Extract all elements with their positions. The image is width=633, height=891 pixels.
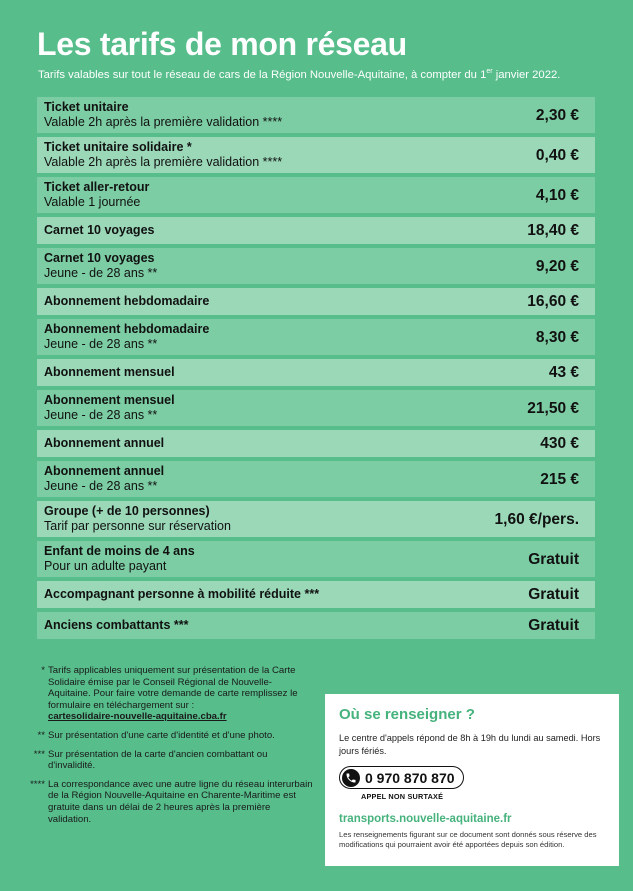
- footnote-mark: ****: [30, 778, 45, 790]
- phone-note: APPEL NON SURTAXÉ: [361, 792, 444, 801]
- tarif-name: Carnet 10 voyages: [44, 223, 155, 237]
- tarif-row: [37, 177, 595, 213]
- tarif-row: [37, 137, 595, 173]
- tarif-label: [44, 504, 231, 534]
- tarif-name: Ticket unitaire: [44, 100, 129, 114]
- tarif-condition: Valable 1 journée: [44, 195, 141, 209]
- tarif-label: [44, 544, 195, 574]
- tarif-label: [44, 294, 209, 309]
- footnote-mark: *: [41, 665, 45, 676]
- tarif-condition: Valable 2h après la première validation ****: [44, 155, 283, 169]
- tarif-row: [37, 390, 595, 426]
- tarif-condition: Jeune - de 28 ans **: [44, 266, 158, 280]
- footnote-text: La correspondance avec une autre ligne du réseau interurbain de la Région Nouvelle-Aquitaine en Charente-Maritime est gratuite dans un délai de 2 heures après la première validation.: [48, 778, 313, 825]
- tarif-row: [37, 217, 595, 244]
- tarif-label: [44, 436, 164, 451]
- disclaimer: Les renseignements figurant sur ce document sont donnés sous réserve des modifications qui pourraient avoir été apportées depuis son édition.: [339, 830, 597, 849]
- tarif-price: 18,40 €: [527, 222, 579, 239]
- tarif-row: [37, 430, 595, 457]
- tarif-row: [37, 359, 595, 386]
- tarif-condition: Pour un adulte payant: [44, 559, 167, 573]
- footnote-text: Sur présentation d'une carte d'identité et d'une photo.: [48, 729, 275, 741]
- tarif-price: 16,60 €: [527, 293, 579, 310]
- tarif-row: [37, 319, 595, 355]
- tarif-name: Abonnement annuel: [44, 464, 165, 478]
- tarif-label: [44, 464, 164, 494]
- tarif-row: [37, 581, 595, 608]
- tarif-price: Gratuit: [528, 586, 579, 603]
- info-title: Où se renseigner ?: [339, 706, 475, 723]
- tarif-row: [37, 612, 595, 639]
- footnote-mark: **: [37, 729, 45, 741]
- website-link[interactable]: transports.nouvelle-aquitaine.fr: [339, 813, 512, 825]
- tarif-label: [44, 223, 154, 238]
- tarif-name: Abonnement mensuel: [44, 365, 175, 379]
- tarif-name: Groupe (+ de 10 personnes): [44, 504, 210, 518]
- footnote-4: [24, 779, 314, 825]
- tarif-price: Gratuit: [528, 550, 579, 568]
- call-center-hours: Le centre d'appels répond de 8h à 19h du lundi au samedi. Hors jours fériés.: [339, 733, 601, 756]
- tarif-name: Accompagnant personne à mobilité réduite ***: [44, 587, 320, 601]
- tarif-name: Ticket unitaire solidaire *: [44, 140, 192, 154]
- carte-solidaire-link[interactable]: cartesolidaire-nouvelle-aquitaine.cba.fr: [48, 711, 227, 723]
- footnote-mark: ***: [33, 748, 45, 760]
- tarif-row: [37, 97, 595, 133]
- tarif-label: [44, 393, 175, 423]
- tarif-price: 43 €: [548, 364, 579, 381]
- tarif-name: Abonnement hebdomadaire: [44, 322, 210, 336]
- footnote-text: Sur présentation de la carte d'ancien combattant ou d'invalidité.: [48, 748, 268, 772]
- tarif-label: [44, 180, 149, 210]
- phone-badge[interactable]: [339, 766, 464, 789]
- tarif-name: Enfant de moins de 4 ans: [44, 544, 195, 558]
- tarif-label: [44, 322, 209, 352]
- page-subtitle: [38, 68, 560, 81]
- subtitle-superscript: er: [486, 68, 493, 75]
- info-box: [325, 694, 619, 866]
- tarif-price: 21,50 €: [527, 399, 579, 417]
- tarif-table: [37, 97, 595, 643]
- tarif-label: [44, 251, 157, 281]
- tarif-price: 430 €: [540, 435, 579, 452]
- tarif-label: [44, 618, 188, 633]
- footnotes: [24, 665, 314, 832]
- tarif-price: 215 €: [540, 470, 579, 488]
- tarif-label: [44, 365, 175, 380]
- tarif-row: [37, 541, 595, 577]
- tarif-condition: Tarif par personne sur réservation: [44, 519, 231, 533]
- subtitle-main: Tarifs valables sur tout le réseau de cars de la Région Nouvelle-Aquitaine, à compter du 1: [38, 68, 487, 81]
- subtitle-end: janvier 2022.: [492, 68, 561, 81]
- phone-icon: [342, 769, 360, 787]
- tarif-condition: Jeune - de 28 ans **: [44, 408, 158, 422]
- tarif-row: [37, 248, 595, 284]
- tarif-label: [44, 140, 282, 170]
- tarif-name: Ticket aller-retour: [44, 180, 150, 194]
- tarif-condition: Jeune - de 28 ans **: [44, 479, 158, 493]
- tarif-row: [37, 288, 595, 315]
- tarif-price: 4,10 €: [535, 186, 579, 204]
- tarif-row: [37, 461, 595, 497]
- tarif-name: Carnet 10 voyages: [44, 251, 155, 265]
- tarif-row: [37, 501, 595, 537]
- tarif-label: [44, 100, 282, 130]
- tarif-name: Abonnement annuel: [44, 436, 165, 450]
- tarif-name: Anciens combattants ***: [44, 618, 189, 632]
- tarif-price: 1,60 €/pers.: [494, 510, 579, 528]
- tarif-condition: Jeune - de 28 ans **: [44, 337, 158, 351]
- tarif-label: [44, 587, 319, 602]
- tarif-price: 9,20 €: [535, 257, 579, 275]
- footnote-1: [24, 665, 314, 723]
- phone-number: 0 970 870 870: [365, 769, 455, 786]
- page-title: Les tarifs de mon réseau: [37, 26, 407, 62]
- tarif-condition: Valable 2h après la première validation ****: [44, 115, 283, 129]
- footnote-2: [24, 730, 314, 742]
- tarif-name: Abonnement hebdomadaire: [44, 294, 210, 308]
- tarif-name: Abonnement mensuel: [44, 393, 175, 407]
- tarif-price: 0,40 €: [535, 146, 579, 164]
- tarif-price: Gratuit: [528, 617, 579, 634]
- footnote-text: Tarifs applicables uniquement sur présentation de la Carte Solidaire émise par le Conseil Régional de Nouvelle-Aquitaine. Pour faire votre demande de carte remplissez le formulaire en téléchargement sur :: [48, 665, 298, 711]
- tarif-price: 2,30 €: [535, 106, 579, 124]
- tarif-price: 8,30 €: [535, 328, 579, 346]
- footnote-3: [24, 749, 314, 772]
